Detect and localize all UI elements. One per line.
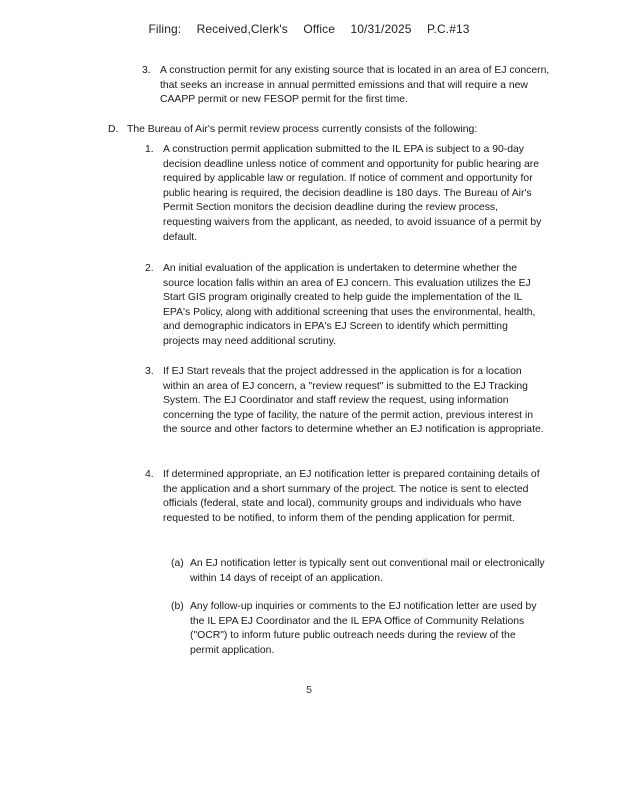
subitem-b-label: (b) [171, 601, 184, 612]
filing-header [0, 22, 618, 36]
item-d2-text: An initial evaluation of the application is undertaken to determine whether the source location falls within an area of EJ concern. This evaluation utilizes the EJ Start GIS program originally created to help guide the implementation of the IL EPA's Policy, along with additional screening that uses the environmental, health, and demographic indicators in EPA's EJ Screen to identify which permitting projects may need additional scrutiny. [163, 263, 536, 347]
pc-number: P.C.#13 [427, 22, 470, 36]
item-d1-text: A construction permit application submitted to the IL EPA is subject to a 90-day decision deadline unless notice of comment and opportunity for public hearing are required by applicable law or regulation. If notice of comment and opportunity for public hearing is required, the decision deadline is 180 days. The Bureau of Air's Permit Section monitors the decision deadline during the review process, requesting waivers from the applicant, as needed, to avoid issuance of a permit by default. [163, 144, 542, 243]
page-number: 5 [306, 684, 312, 696]
item-d3-text: If EJ Start reveals that the project addressed in the application is for a location within an area of EJ concern, a "review request" is submitted to the EJ Tracking System. The EJ Coordinator and staff review the request, using information concerning the type of facility, the nature of the permit action, previous interest in the source and other factors to determine whether an EJ notification is appropriate. [163, 366, 544, 436]
section-d-heading: The Bureau of Air's permit review process currently consists of the following: [127, 124, 478, 135]
item-3-number: 3. [142, 65, 151, 76]
item-d2-number: 2. [145, 263, 154, 274]
section-d-letter: D. [108, 124, 119, 135]
received-label: Received,Clerk's [196, 22, 288, 36]
subitem-a-text: An EJ notification letter is typically sent out conventional mail or electronically within 14 days of receipt of an application. [190, 558, 545, 584]
item-d4-text: If determined appropriate, an EJ notification letter is prepared containing details of the application and a short summary of the project. The notice is sent to elected officials (federal, state and local), community groups and individuals who have requested to be notified, to inform them of the pending application for permit. [163, 469, 540, 524]
item-d3-number: 3. [145, 366, 154, 377]
filing-date: 10/31/2025 [350, 22, 412, 36]
subitem-b-text: Any follow-up inquiries or comments to the EJ notification letter are used by the IL EPA EJ Coordinator and the IL EPA Office of Community Relations ("OCR") to inform future public outreach needs during the review of the permit application. [190, 601, 537, 656]
item-d4-number: 4. [145, 469, 154, 480]
subitem-a-label: (a) [171, 558, 184, 569]
item-d1-number: 1. [145, 144, 154, 155]
item-3-text: A construction permit for any existing source that is located in an area of EJ concern, that seeks an increase in annual permitted emissions and that will require a new CAAPP permit or new FESOP permit for the first time. [160, 65, 550, 106]
office-label: Office [303, 22, 336, 36]
filing-label: Filing: [148, 22, 182, 36]
